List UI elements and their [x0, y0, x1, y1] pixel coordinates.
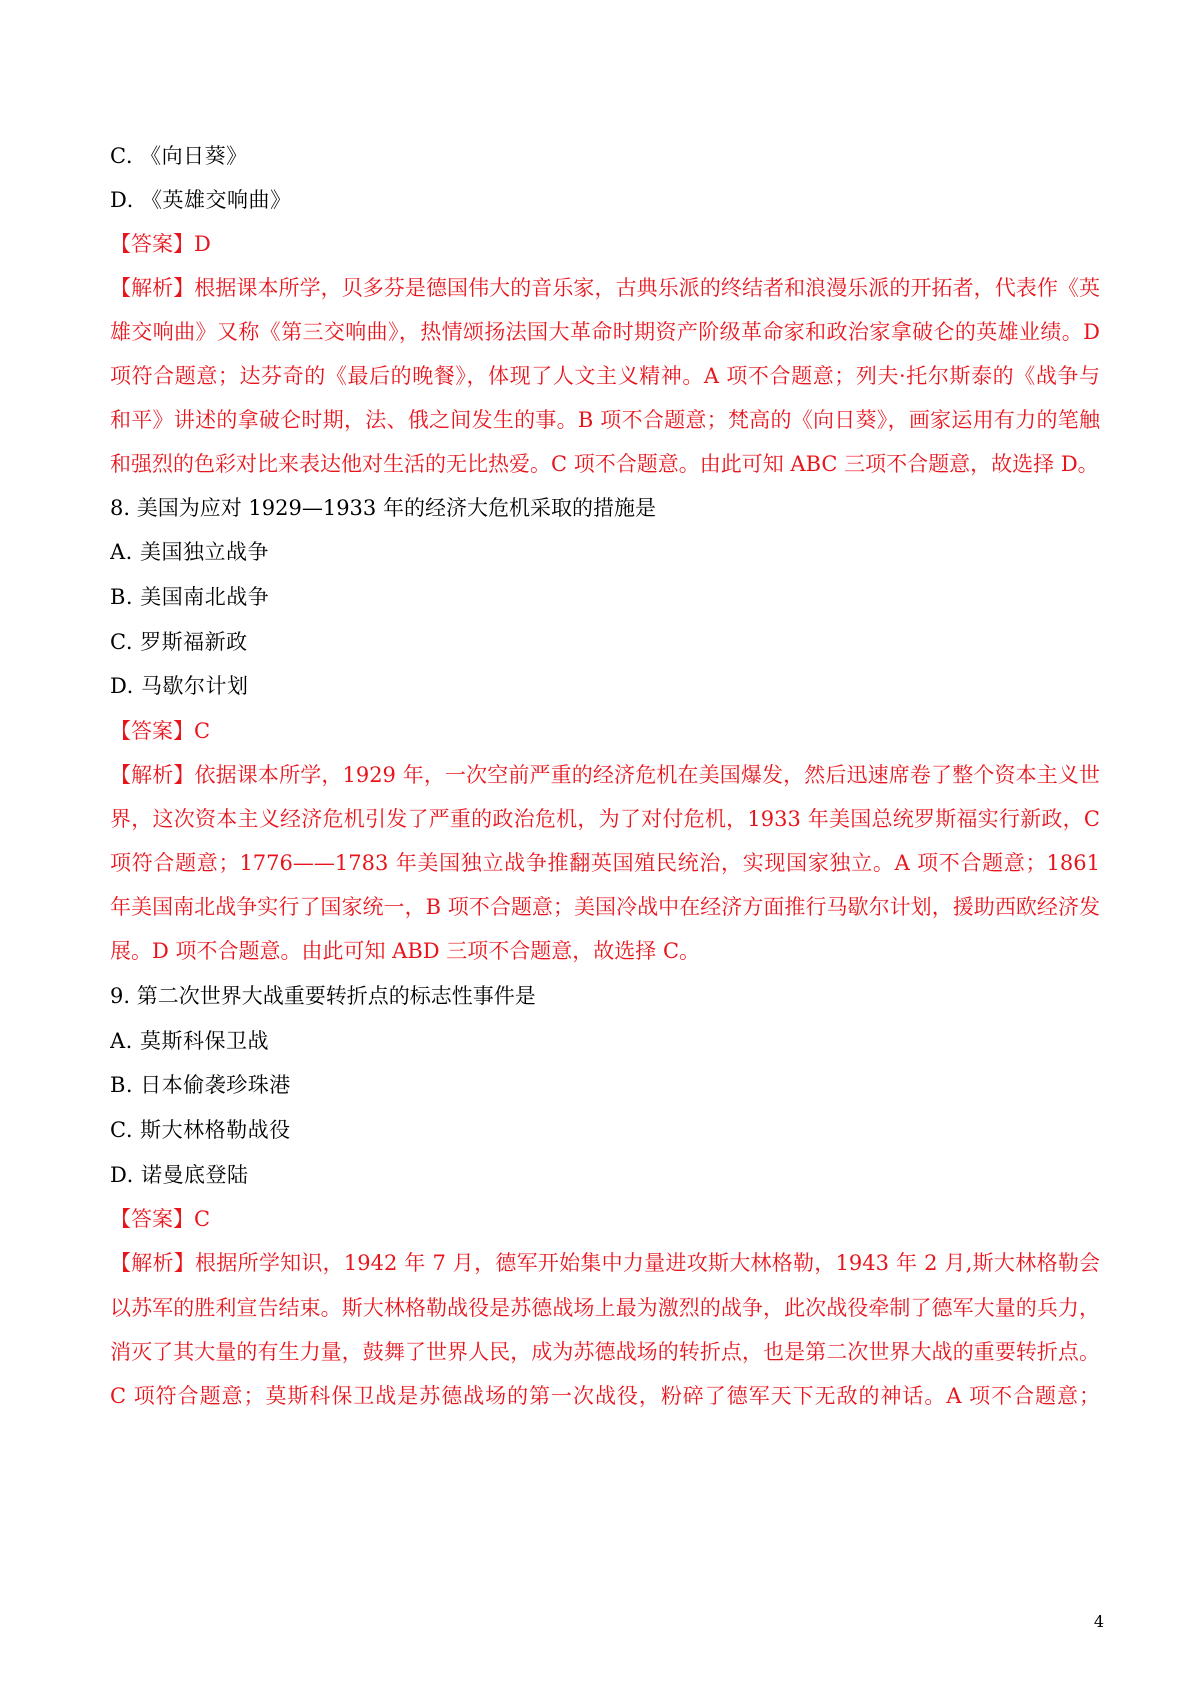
q7-analysis-line: 和平》讲述的拿破仑时期，法、俄之间发生的事。B 项不合题意；梵高的《向日葵》，画家运用有力的笔触 — [110, 408, 1100, 432]
q8-option-c: C. 罗斯福新政 — [110, 630, 248, 654]
q8-analysis-line: 项符合题意；1776——1783 年美国独立战争推翻英国殖民统治，实现国家独立。A 项不合题意；1861 — [110, 851, 1100, 875]
q9-analysis-line: C 项符合题意；莫斯科保卫战是苏德战场的第一次战役，粉碎了德军天下无敌的神话。A 项不合题意； — [110, 1384, 1100, 1408]
q8-analysis-line: 年美国南北战争实行了国家统一，B 项不合题意；美国冷战中在经济方面推行马歇尔计划，援助西欧经济发 — [110, 895, 1100, 919]
q7-analysis-line: 【解析】根据课本所学，贝多芬是德国伟大的音乐家，古典乐派的终结者和浪漫乐派的开拓者，代表作《英 — [110, 276, 1100, 300]
q9-analysis-line: 以苏军的胜利宣告结束。斯大林格勒战役是苏德战场上最为激烈的战争，此次战役牵制了德军大量的兵力， — [110, 1296, 1100, 1320]
q9-analysis-line: 消灭了其大量的有生力量，鼓舞了世界人民，成为苏德战场的转折点，也是第二次世界大战的重要转折点。 — [110, 1340, 1100, 1364]
q9-option-c: C. 斯大林格勒战役 — [110, 1118, 291, 1142]
q7-analysis-line: 项符合题意；达芬奇的《最后的晚餐》，体现了人文主义精神。A 项不合题意；列夫·托尔斯泰的《战争与 — [110, 364, 1100, 388]
q7-option-d: D. 《英雄交响曲》 — [110, 188, 292, 212]
q9-analysis-line: 【解析】根据所学知识，1942 年 7 月，德军开始集中力量进攻斯大林格勒，1943 年 2 月,斯大林格勒会 — [110, 1251, 1100, 1275]
q7-analysis-line: 雄交响曲》又称《第三交响曲》，热情颂扬法国大革命时期资产阶级革命家和政治家拿破仑的英雄业绩。D — [110, 320, 1100, 344]
q8-answer: 【答案】C — [110, 719, 211, 743]
q7-option-c: C. 《向日葵》 — [110, 144, 248, 168]
q9-answer: 【答案】C — [110, 1207, 211, 1231]
q9-question: 9. 第二次世界大战重要转折点的标志性事件是 — [110, 984, 536, 1008]
page-number: 4 — [1093, 1612, 1104, 1631]
q8-option-b: B. 美国南北战争 — [110, 585, 270, 609]
q8-question: 8. 美国为应对 1929—1933 年的经济大危机采取的措施是 — [110, 496, 656, 520]
q8-analysis-line: 【解析】依据课本所学，1929 年，一次空前严重的经济危机在美国爆发，然后迅速席卷了整个资本主义世 — [110, 763, 1100, 787]
q8-analysis-line: 展。D 项不合题意。由此可知 ABD 三项不合题意，故选择 C。 — [110, 939, 701, 963]
q9-option-b: B. 日本偷袭珍珠港 — [110, 1073, 291, 1097]
q7-analysis-line: 和强烈的色彩对比来表达他对生活的无比热爱。C 项不合题意。由此可知 ABC 三项不合题意，故选择 D。 — [110, 452, 1099, 476]
q8-option-d: D. 马歇尔计划 — [110, 674, 249, 698]
q9-option-a: A. 莫斯科保卫战 — [110, 1029, 270, 1053]
q8-analysis-line: 界，这次资本主义经济危机引发了严重的政治危机，为了对付危机，1933 年美国总统罗斯福实行新政，C — [110, 807, 1100, 831]
q7-answer: 【答案】D — [110, 232, 211, 256]
q9-option-d: D. 诺曼底登陆 — [110, 1163, 249, 1187]
q8-option-a: A. 美国独立战争 — [110, 540, 270, 564]
